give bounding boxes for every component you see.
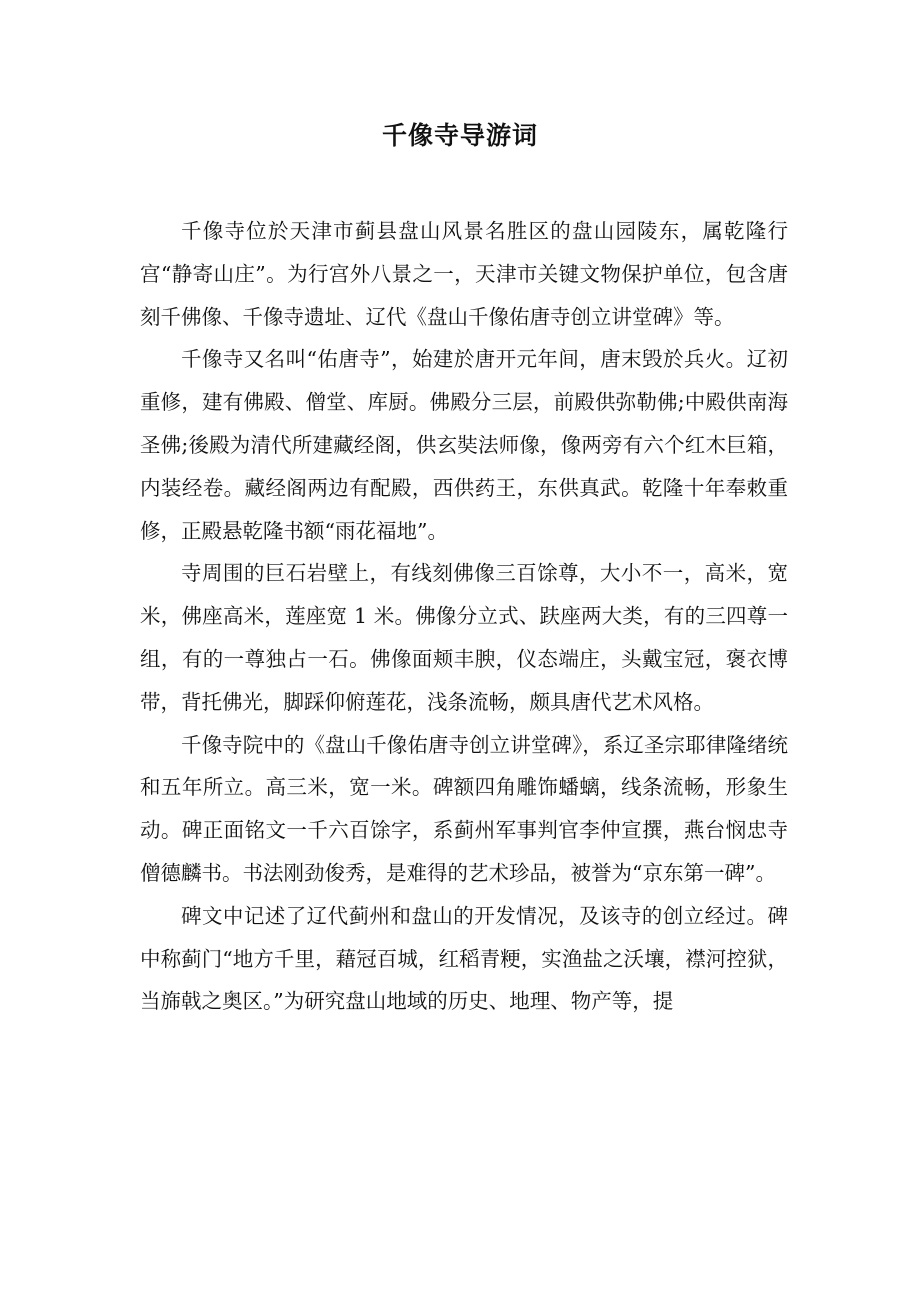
document-title: 千像寺导游词 (381, 121, 538, 150)
paragraph-3: 寺周围的巨石岩壁上，有线刻佛像三百馀尊，大小不一，高米，宽米，佛座高米，莲座宽 1 米。佛像分立式、趺座两大类，有的三四尊一组，有的一尊独占一石。佛像面颊丰腴，仪态端庄，头戴宝冠，褒衣博带，背托佛光，脚踩仰俯莲花，浅条流畅，颇具唐代艺术风格。 (140, 561, 788, 714)
paragraph-2: 千像寺又名叫“佑唐寺”，始建於唐开元年间，唐末毁於兵火。辽初重修，建有佛殿、僧堂、库厨。佛殿分三层，前殿供弥勒佛;中殿供南海圣佛;後殿为清代所建藏经阁，供玄奘法师像，像两旁有六个红木巨箱，内装经卷。藏经阁两边有配殿，西供药王，东供真武。乾隆十年奉敕重修，正殿悬乾隆书额“雨花福地”。 (140, 347, 788, 543)
paragraph-4: 千像寺院中的《盘山千像佑唐寺创立讲堂碑》，系辽圣宗耶律隆绪统和五年所立。高三米，宽一米。碑额四角雕饰蟠螭，线条流畅，形象生动。碑正面铭文一千六百馀字，系蓟州军事判官李仲宣撰，燕台悯忠寺僧德麟书。书法刚劲俊秀，是难得的艺术珍品，被誉为“京东第一碑”。 (140, 732, 788, 885)
paragraph-5: 碑文中记述了辽代蓟州和盘山的开发情况，及该寺的创立经过。碑中称蓟门“地方千里，藉冠百城，红稻青粳，实渔盐之沃壤，襟河控狱，当旆戟之奥区。”为研究盘山地域的历史、地理、物产等，提 (140, 903, 788, 1014)
paragraph-1: 千像寺位於天津市蓟县盘山风景名胜区的盘山园陵东，属乾隆行宫“静寄山庄”。为行宫外八景之一，天津市关键文物保护单位，包含唐刻千佛像、千像寺遗址、辽代《盘山千像佑唐寺创立讲堂碑》等。 (140, 219, 788, 329)
document-body (140, 210, 788, 1023)
